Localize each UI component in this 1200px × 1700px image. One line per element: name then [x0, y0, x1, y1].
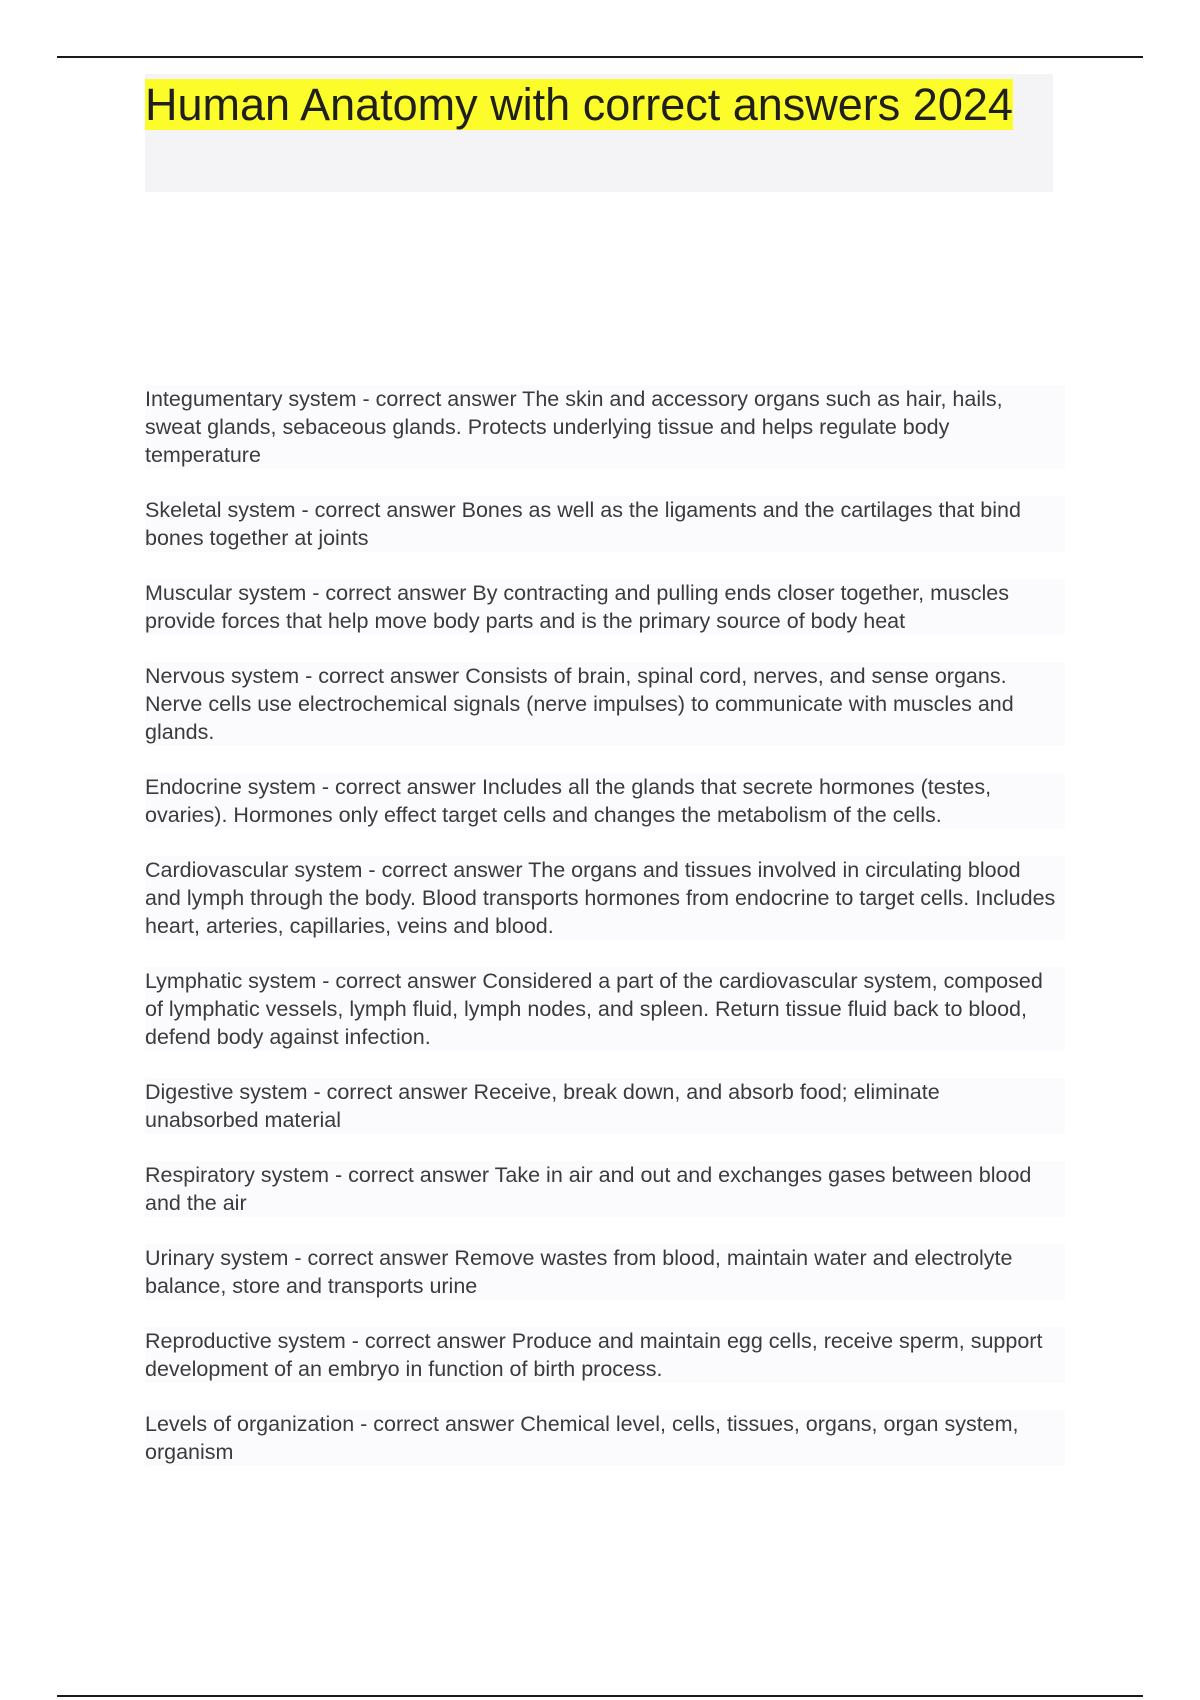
list-item: Skeletal system - correct answer Bones as well as the ligaments and the cartilages that bind bones together at joints: [145, 496, 1065, 552]
list-item: Levels of organization - correct answer Chemical level, cells, tissues, organs, organ system, organism: [145, 1410, 1065, 1466]
list-item: Cardiovascular system - correct answer The organs and tissues involved in circulating blood and lymph through the body. Blood transports hormones from endocrine to target cells. Includes heart, arteries, capillaries, veins and blood.: [145, 856, 1065, 940]
bottom-rule: [57, 1695, 1143, 1697]
title-block: [145, 74, 1053, 192]
list-item: Muscular system - correct answer By contracting and pulling ends closer together, muscles provide forces that help move body parts and is the primary source of body heat: [145, 579, 1065, 635]
answer-list: [145, 385, 1065, 1493]
list-item: Nervous system - correct answer Consists of brain, spinal cord, nerves, and sense organs. Nerve cells use electrochemical signals (nerve impulses) to communicate with muscles and glands.: [145, 662, 1065, 746]
list-item: Endocrine system - correct answer Includes all the glands that secrete hormones (testes, ovaries). Hormones only effect target cells and changes the metabolism of the cells.: [145, 773, 1065, 829]
list-item: Respiratory system - correct answer Take in air and out and exchanges gases between blood and the air: [145, 1161, 1065, 1217]
list-item: Reproductive system - correct answer Produce and maintain egg cells, receive sperm, support development of an embryo in function of birth process.: [145, 1327, 1065, 1383]
list-item: Digestive system - correct answer Receive, break down, and absorb food; eliminate unabsorbed material: [145, 1078, 1065, 1134]
top-rule: [57, 56, 1143, 58]
list-item: Urinary system - correct answer Remove wastes from blood, maintain water and electrolyte balance, store and transports urine: [145, 1244, 1065, 1300]
document-title: [145, 74, 1053, 134]
title-highlight: Human Anatomy with correct answers 2024: [145, 79, 1013, 130]
list-item: Integumentary system - correct answer The skin and accessory organs such as hair, hails, sweat glands, sebaceous glands. Protects underlying tissue and helps regulate body temperature: [145, 385, 1065, 469]
list-item: Lymphatic system - correct answer Considered a part of the cardiovascular system, composed of lymphatic vessels, lymph fluid, lymph nodes, and spleen. Return tissue fluid back to blood, defend body against infection.: [145, 967, 1065, 1051]
